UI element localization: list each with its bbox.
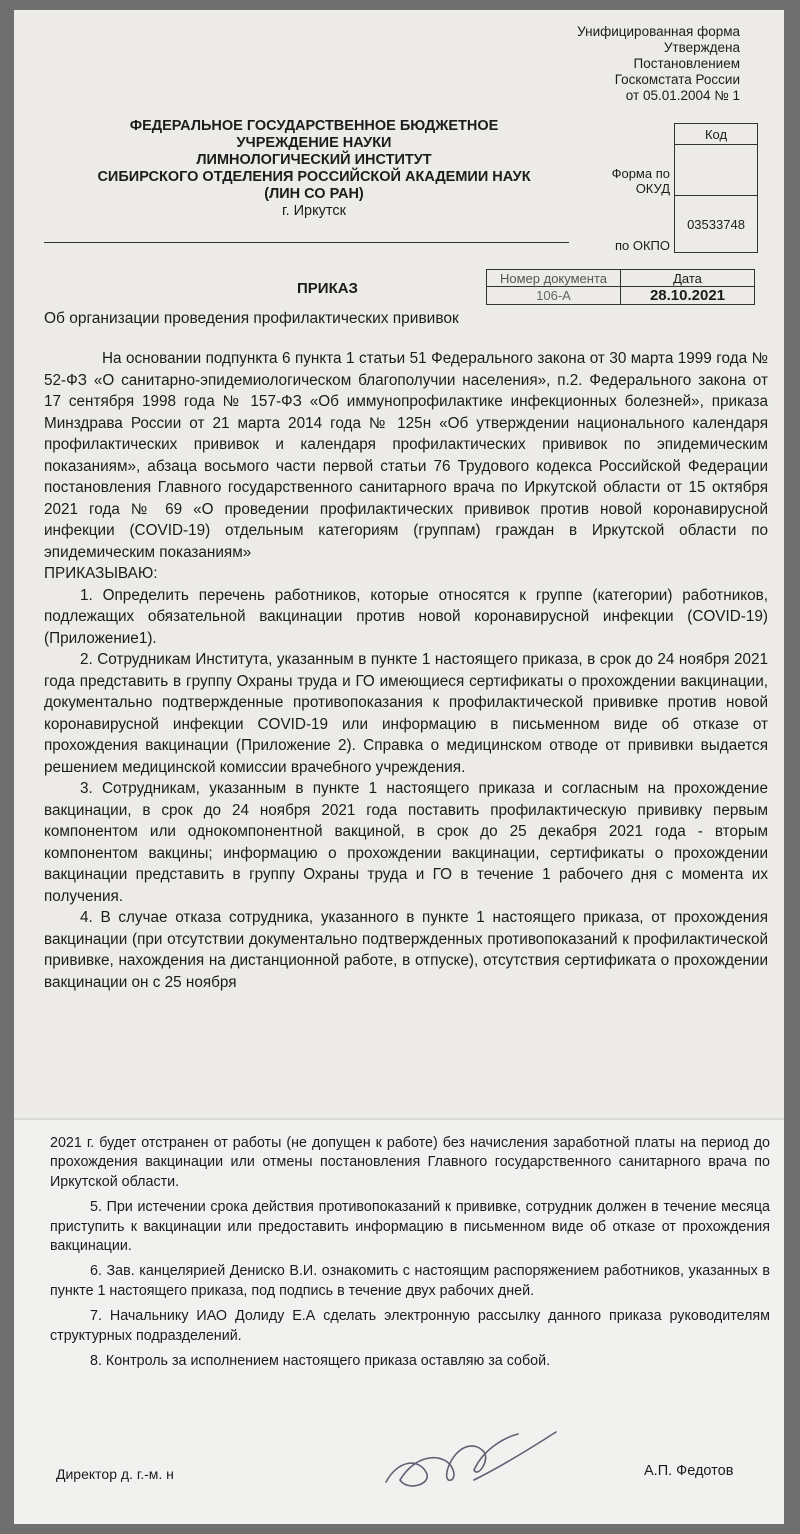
organization-block [64,118,564,220]
organization-line: УЧРЕЖДЕНИЕ НАУКИ [236,135,392,151]
codes-header: Код [675,124,758,145]
order-item-4-continued: 2021 г. будет отстранен от работы (не допущен к работе) без начисления заработной платы на период до прохождения вакцинации или отмены постановления Главного государственного санитарного врача по Иркутской области. [50,1135,770,1190]
organization-line: ФЕДЕРАЛЬНОЕ ГОСУДАРСТВЕННОЕ БЮДЖЕТНОЕ [129,118,499,134]
order-item-4: 4. В случае отказа сотрудника, указанного в пункте 1 настоящего приказа, от прохождения вакцинации (при отсутствии документально подтвержденных противопоказаний к профилактической прививке, нахождения на дистанционной работе, в отпуске), отсутствия сертификата о прохождении вакцинации он с 25 ноября [44,909,768,991]
form-info-line: Госкомстата России [614,72,740,87]
document-date: 28.10.2021 [621,287,755,305]
order-item-2: 2. Сотрудникам Института, указанным в пункте 1 настоящего приказа, в срок до 24 ноября 2021 года представить в группу Охраны труда и ГО имеющиеся сертификаты о прохождении вакцинации, документально подтвержденные противопоказания к профилактической прививке против новой коронавирусной инфекции COVID-19 или информацию в письменном виде об отказе от прохождения вакцинации (Приложение 2). Справка о медицинском отводе от прививки выдается решением медицинской комиссии врачебного учреждения. [44,651,768,776]
okud-value [675,145,758,196]
order-item-5: 5. При истечении срока действия противопоказаний к прививке, сотрудник должен в течение месяца приступить к вакцинации или предоставить информацию в письменном виде об отказе от прохождения вакцинации. [50,1199,770,1255]
order-item-8: 8. Контроль за исполнением настоящего приказа оставляю за собой. [90,1353,551,1370]
codes-table [571,123,758,253]
organization-line: (ЛИН СО РАН) [264,186,364,202]
form-info-line: Унифицированная форма [577,24,740,39]
order-word: ПРИКАЗЫВАЮ: [44,565,158,582]
okud-label: Форма по ОКУД [611,165,670,196]
document-subject: Об организации проведения профилактических прививок [44,310,459,327]
order-item-3: 3. Сотрудникам, указанным в пункте 1 настоящего приказа и согласным на прохождение вакцинации, в срок до 24 ноября 2021 года поставить профилактическую прививку первым компонентом или однокомпонентной вакциной, в срок до 25 декабря 2021 года - вторым компонентом вакцины; информацию о прохождении вакцинации, сертификаты о прохождении вакцинации представить в группу Охраны труда и ГО в течение 1 рабочего дня с момента их получения. [44,780,768,905]
document-date-label: Дата [621,270,755,287]
order-item-7: 7. Начальнику ИАО Долиду Е.А сделать электронную рассылку данного приказа руководителям структурных подразделений. [50,1308,770,1344]
header-divider [44,242,569,243]
handwritten-signature [378,1420,568,1500]
preamble: На основании подпункта 6 пункта 1 статьи 51 Федерального закона от 30 марта 1999 года № 52-ФЗ «О санитарно-эпидемиологическом благополучии населения», п.2. Федерального закона от 17 сентября 1998 года № 157-ФЗ «Об иммунопрофилактике инфекционных болезней», приказа Минздрава России от 21 марта 2014 года № 125н «Об утверждении национального календаря профилактических прививок и календаря профилактических прививок по эпидемическим показаниям», абзаца восьмого части первой статьи 76 Трудового кодекса Российской Федерации постановления Главного государственного санитарного врача по Иркутской области от 15 октября 2021 года № 69 «О проведении профилактических прививок против новой коронавирусной инфекции (COVID-19) отдельным категориям (группам) граждан в Иркутской области по эпидемическим показаниям» [44,350,768,561]
okpo-label: по ОКПО [614,237,670,253]
signer-name: А.П. Федотов [644,1463,734,1479]
order-body [44,348,768,993]
director-title: Директор д. г.-м. н [56,1466,174,1482]
document-number-label: Номер документа [487,270,621,287]
organization-line: ЛИМНОЛОГИЧЕСКИЙ ИНСТИТУТ [196,152,432,168]
form-info-line: Утверждена [663,40,740,55]
order-item-1: 1. Определить перечень работников, которые относятся к группе (категории) работников, подлежащих обязательной вакцинации против новой коронавирусной инфекции (COVID-19) (Приложение1). [44,586,768,647]
form-info [577,24,740,104]
document-number: 106-А [487,287,621,305]
document-number-table [486,269,755,305]
order-item-6: 6. Зав. канцелярией Дениско В.И. ознакомить с настоящим распоряжением работников, указанных в пункте 1 настоящего приказа, под подпись в течение двух рабочих дней. [50,1263,770,1299]
document-type: ПРИКАЗ [297,280,358,297]
order-continuation [50,1134,770,1377]
form-info-line: Постановлением [633,56,740,71]
organization-line: СИБИРСКОГО ОТДЕЛЕНИЯ РОССИЙСКОЙ АКАДЕМИИ НАУК [97,169,531,185]
okpo-value: 03533748 [675,196,758,253]
organization-city: г. Иркутск [282,203,346,219]
form-info-line: от 05.01.2004 № 1 [625,88,740,103]
